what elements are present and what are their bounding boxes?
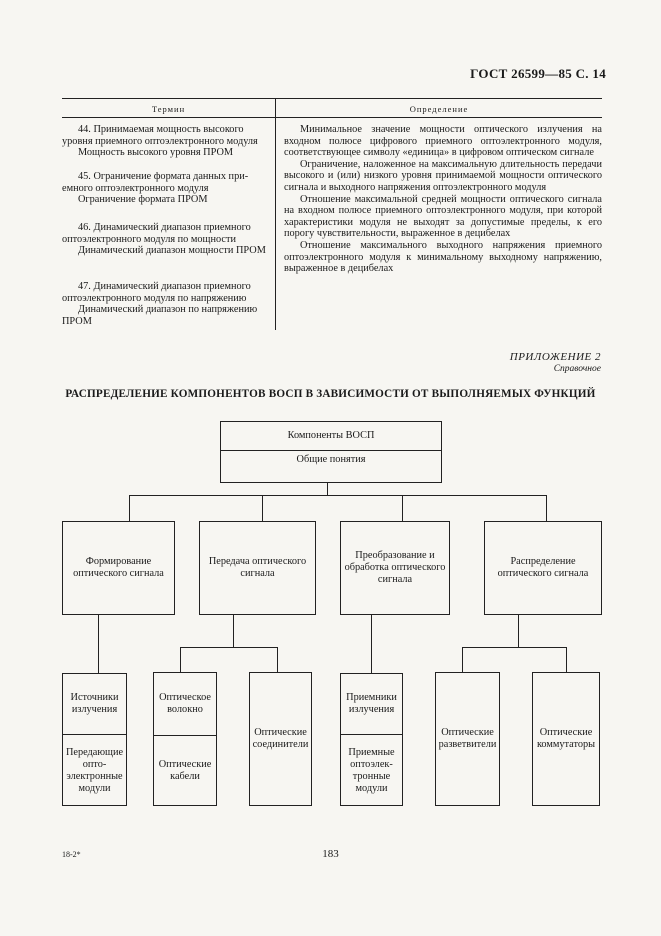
root-box <box>220 421 442 483</box>
table-top-rule <box>62 98 602 99</box>
footer-code: 18-2* <box>62 850 81 859</box>
leaf-receivers: Приемники излучения <box>341 674 402 735</box>
drop-1 <box>129 495 130 521</box>
col-term-header: Термин <box>151 104 186 114</box>
definition-45: Ограничение, наложенное на максимальную длительность передачи высокого и (или) низкого уровня принимаемой мощности оптического сигнала и выходного напряжения оптоэлектронного модуля <box>284 158 602 193</box>
term-46 <box>62 222 268 257</box>
appendix-label: ПРИЛОЖЕНИЕ 2 <box>509 351 601 363</box>
transmission-right-drop <box>277 647 278 672</box>
term-44-text: 44. Принимаемая мощность высокого уровня приемного оптоэлектронного модуля <box>62 124 258 147</box>
definition-46: Отношение максимальной средней мощности оптического сигнала на входном полюсе приемного оптоэлектронного модуля, при которой характеристики модуля не выходят за допустимые пределы, к его порогу чувствительности, выраженное в децибелах <box>284 193 602 240</box>
term-45-text: 45. Ограничение формата данных приемного оптоэлектронного модуля <box>62 171 249 194</box>
definition-47: Отношение максимального выходного напряжения приемного оптоэлектронного модуля к минимальному выходному напряжению, выраженное в децибелах <box>284 239 602 275</box>
table-column-divider <box>275 98 276 330</box>
function-forming: Формирование оптического сигнала <box>62 521 175 615</box>
leaf-receivers-group <box>340 673 403 806</box>
term-44 <box>62 124 268 159</box>
distribution-drop <box>518 615 519 647</box>
root-connector <box>327 483 328 495</box>
leaf-fiber: Оптическое волокно <box>154 673 216 736</box>
term-47-text: 47. Динамический диапазон приемного оптоэлектронного модуля по напряжению <box>62 281 251 304</box>
page-number: 183 <box>322 848 339 860</box>
term-45-short: Ограничение формата ПРОМ <box>78 194 208 206</box>
root-bottom: Общие понятия <box>296 454 366 465</box>
leaf-cables: Оптические кабели <box>158 759 212 782</box>
leaf-connectors: Оптические соединители <box>249 672 312 806</box>
appendix-sub: Справочное <box>553 364 601 374</box>
leaf-fiber-group <box>153 672 217 806</box>
transmission-drop <box>233 615 234 647</box>
col-definition-header: Определение <box>409 104 469 114</box>
function-distribution: Распределение оптического сигнала <box>484 521 602 615</box>
term-44-short: Мощность высокого уровня ПРОМ <box>78 147 234 159</box>
leaf-transmit-modules: Передающие оптоэлектронные модули <box>65 746 124 794</box>
definition-44: Минимальное значение мощности оптического излучения на входном полюсе цифрового приемного оптоэлектронного модуля, соответствующее символу «единица» в цифровом оптическом сигнале <box>284 124 602 159</box>
term-46-text: 46. Динамический диапазон приемного оптоэлектронного модуля по мощности <box>62 222 251 245</box>
function-transmission: Передача оптического сигнала <box>199 521 316 615</box>
function-conversion: Преобразование и обработка оптического сигнала <box>340 521 450 615</box>
table-header-rule <box>62 117 602 118</box>
term-47-short: Динамический диапазон по напряжению ПРОМ <box>62 304 258 327</box>
conversion-drop <box>371 615 372 673</box>
leaf-sources-group <box>62 673 127 806</box>
drop-2 <box>262 495 263 521</box>
transmission-bus <box>180 647 277 648</box>
distribution-right-drop <box>566 647 567 672</box>
forming-drop <box>98 615 99 673</box>
distribution-left-drop <box>462 647 463 672</box>
drop-4 <box>546 495 547 521</box>
leaf-splitters: Оптические разветвители <box>435 672 500 806</box>
transmission-left-drop <box>180 647 181 672</box>
term-47 <box>62 281 268 327</box>
definitions <box>284 124 602 275</box>
leaf-sources: Источники излучения <box>63 674 126 735</box>
level1-bus <box>129 495 546 496</box>
section-title: РАСПРЕДЕЛЕНИЕ КОМПОНЕНТОВ ВОСП В ЗАВИСИМОСТИ ОТ ВЫПОЛНЯЕМЫХ ФУНКЦИЙ <box>65 388 596 400</box>
page-header: ГОСТ 26599—85 С. 14 <box>470 66 606 81</box>
leaf-switches: Оптические коммутаторы <box>532 672 600 806</box>
leaf-receive-modules: Приемные оптоэлектронные модули <box>348 746 395 794</box>
root-top: Компоненты ВОСП <box>221 422 441 451</box>
distribution-bus <box>462 647 566 648</box>
term-45 <box>62 171 268 206</box>
term-46-short: Динамический диапазон мощности ПРОМ <box>78 245 266 257</box>
drop-3 <box>402 495 403 521</box>
